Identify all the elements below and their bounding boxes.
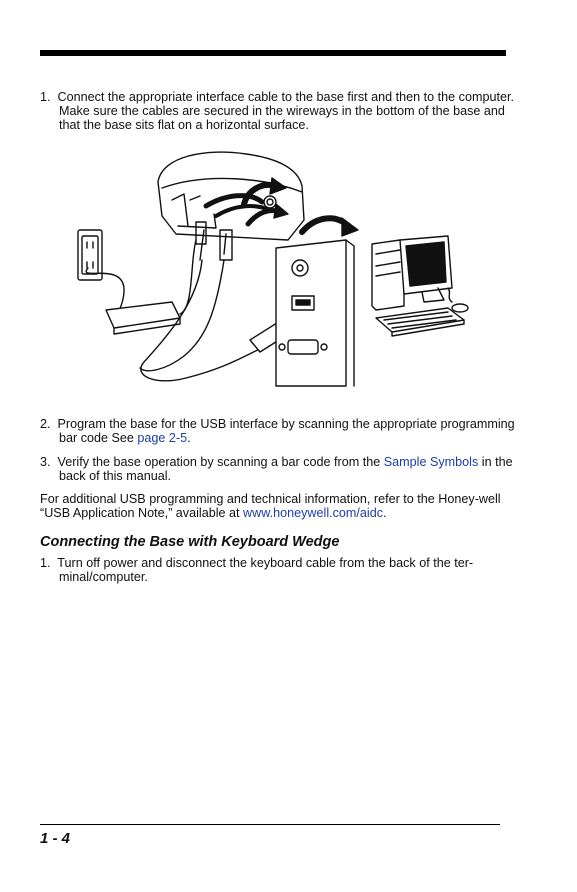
charging-base-icon bbox=[158, 152, 304, 240]
mouse-icon bbox=[448, 288, 468, 312]
keyboard-icon bbox=[376, 308, 464, 336]
power-supply-icon bbox=[106, 302, 180, 334]
usb-note-paragraph: For additional USB programming and technical information, refer to the Honey-well “USB Application Note,” available at www.honeywell.com/aidc. bbox=[40, 492, 501, 520]
section-heading: Connecting the Base with Keyboard Wedge bbox=[40, 534, 340, 550]
computer-back-panel-icon bbox=[276, 240, 354, 386]
step-3: 3. Verify the base operation by scanning a bar code from the Sample Symbols in the back of this manual. bbox=[40, 455, 513, 483]
step-1: 1. Connect the appropriate interface cable to the base first and then to the computer. Make sure the cables are secured in the wireways in the bottom of the base and that the base sits flat on a horizontal surface. bbox=[40, 90, 514, 132]
step-2: 2. Program the base for the USB interface by scanning the appropriate programming bar code See page 2-5. bbox=[40, 417, 515, 445]
monitor-icon bbox=[400, 236, 452, 302]
page-number: 1 - 4 bbox=[40, 830, 71, 847]
pc-tower-icon bbox=[372, 240, 404, 310]
page-link[interactable]: page 2-5 bbox=[137, 431, 188, 445]
wedge-step-1: 1. Turn off power and disconnect the keyboard cable from the back of the ter-minal/computer. bbox=[40, 556, 474, 584]
honeywell-website-link[interactable]: www.honeywell.com/aidc bbox=[243, 506, 384, 520]
header-rule bbox=[40, 50, 506, 56]
wall-outlet-icon bbox=[78, 230, 102, 280]
footer-rule bbox=[40, 824, 500, 825]
sample-symbols-link[interactable]: Sample Symbols bbox=[383, 455, 479, 469]
usb-connection-illustration bbox=[66, 142, 476, 392]
